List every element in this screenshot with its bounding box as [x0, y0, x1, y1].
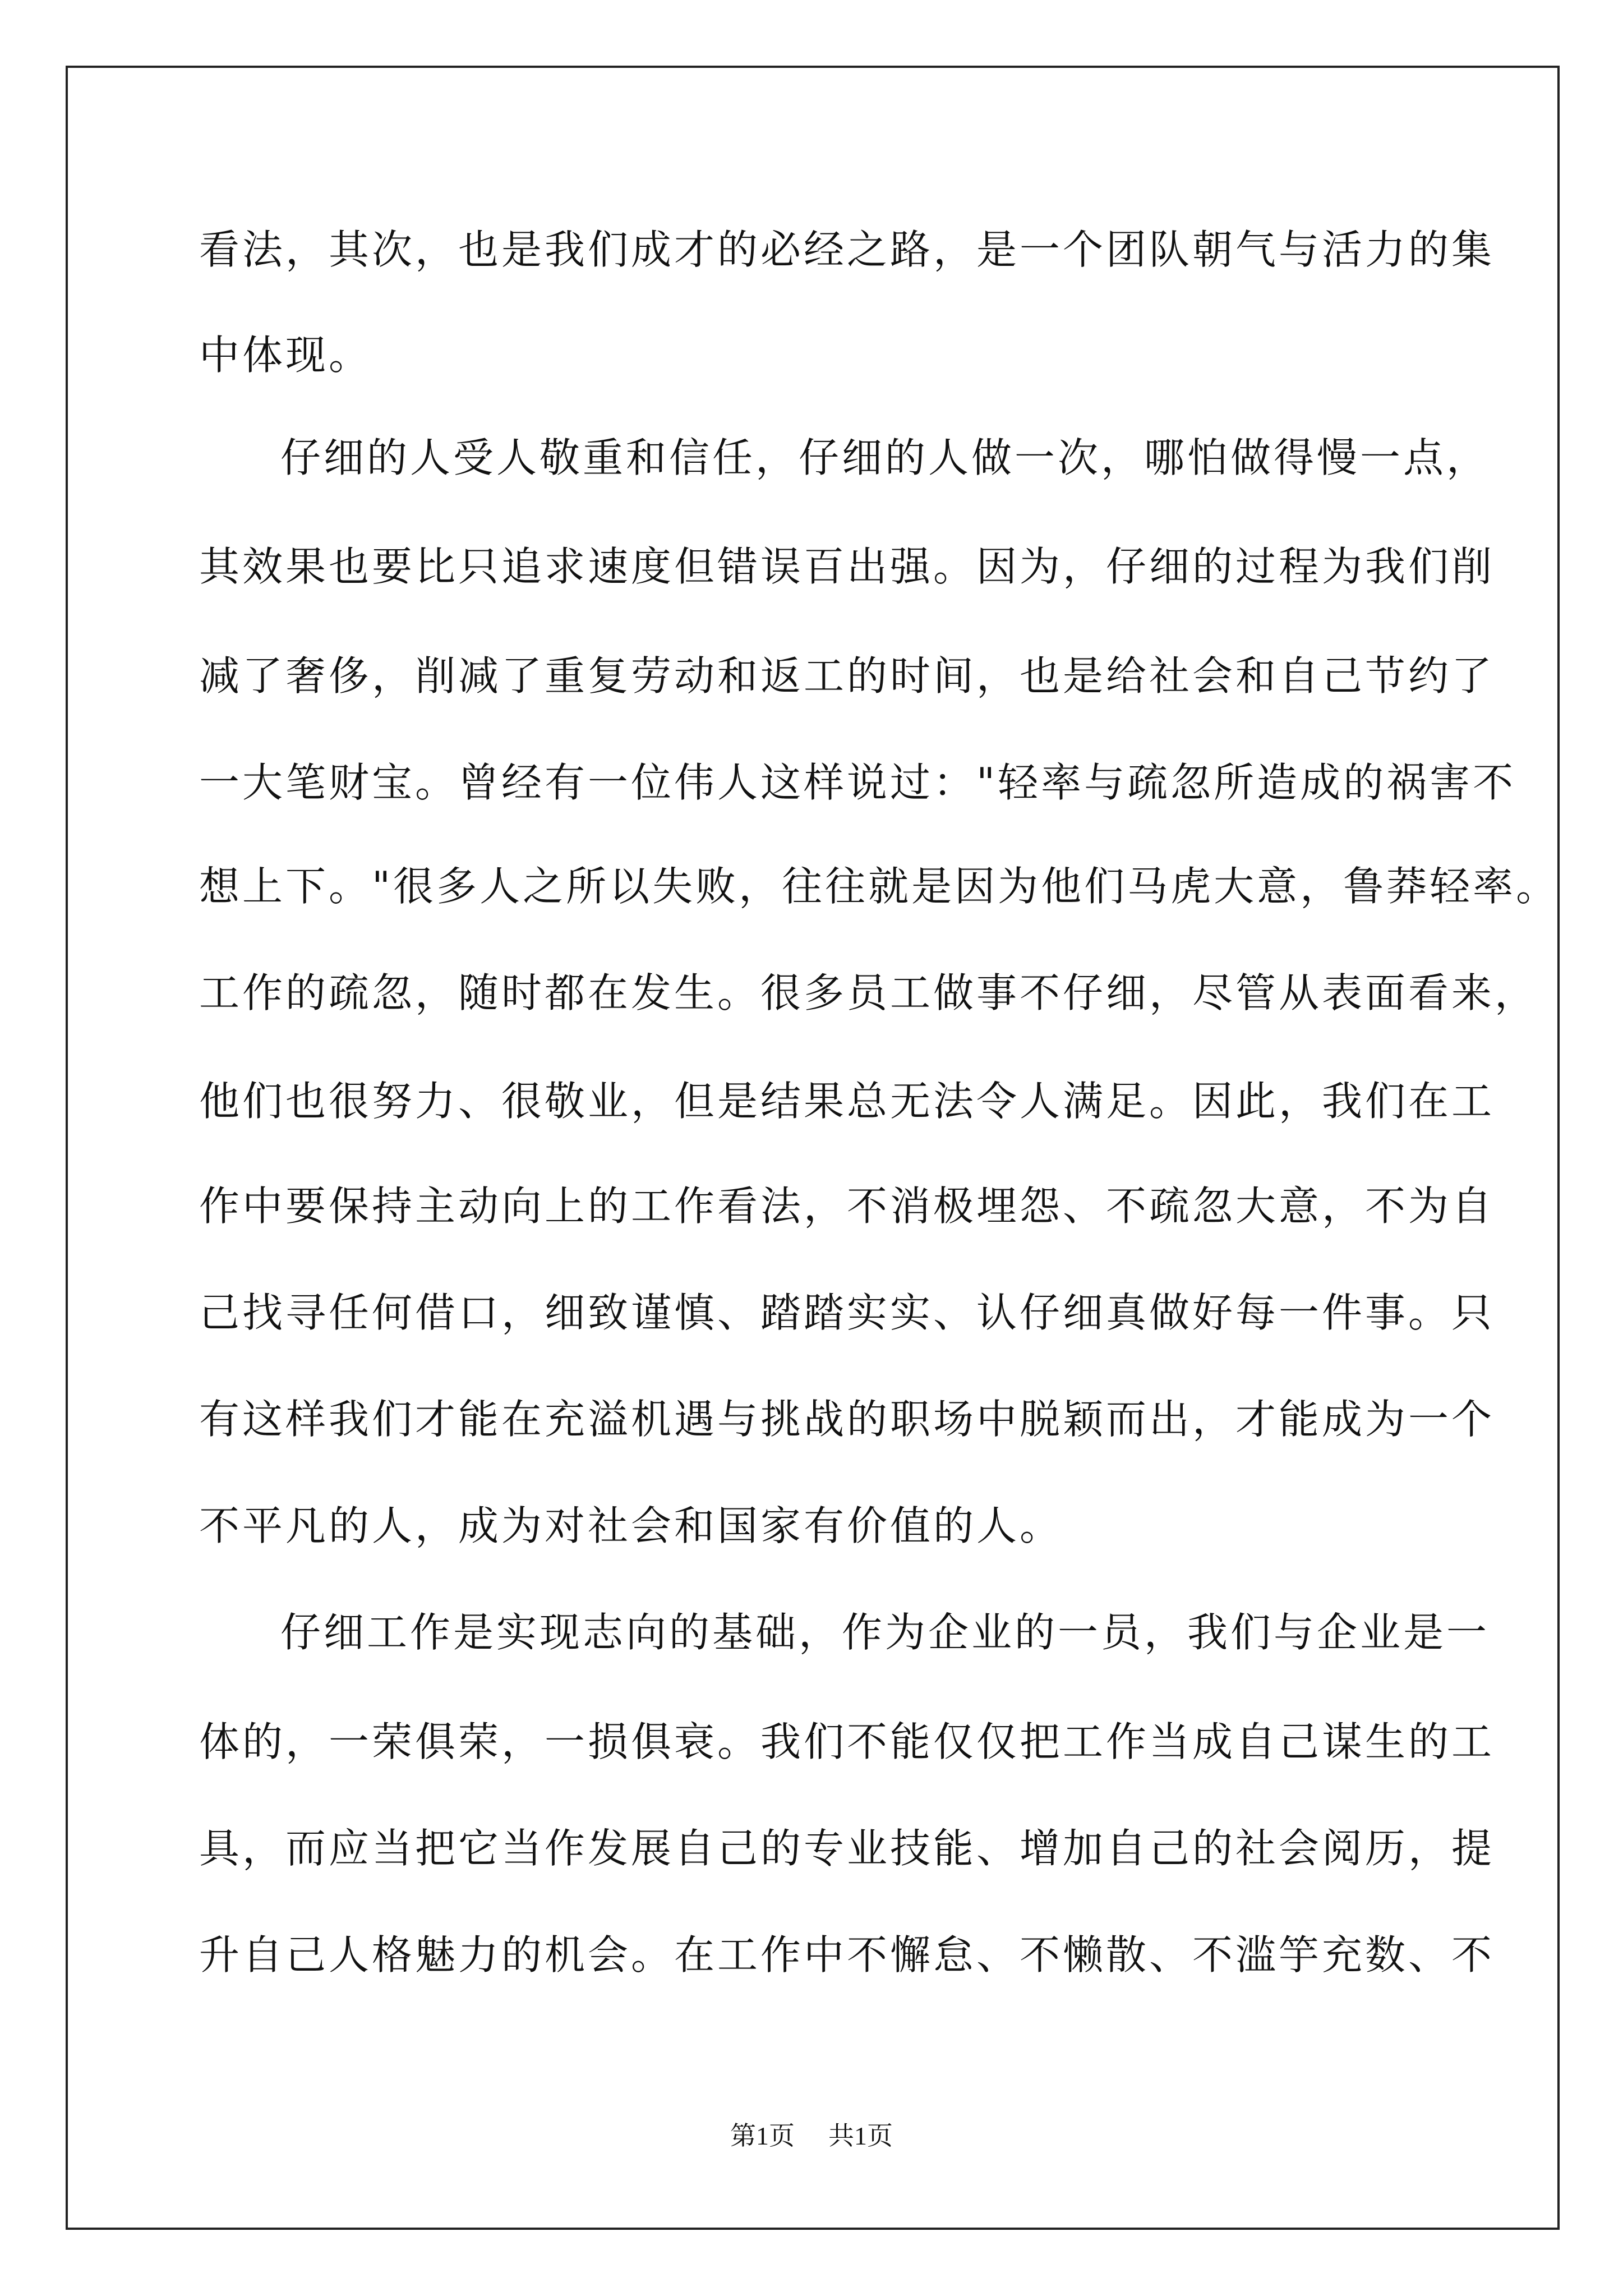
text-line: 减了奢侈，削减了重复劳动和返工的时间，也是给社会和自己节约了 [199, 652, 1495, 700]
text-line: 仔细工作是实现志向的基础，作为企业的一员，我们与企业是一 [280, 1609, 1490, 1656]
text-line: 他们也很努力、很敬业，但是结果总无法令人满足。因此，我们在工 [199, 1078, 1495, 1125]
text-line: 其效果也要比只追求速度但错误百出强。因为，仔细的过程为我们削 [199, 543, 1495, 590]
page-total: 共1页 [828, 2122, 893, 2150]
text-line: 具，而应当把它当作发展自己的专业技能、增加自己的社会阅历，提 [199, 1825, 1495, 1872]
text-line: 看法，其次，也是我们成才的必经之路，是一个团队朝气与活力的集 [199, 226, 1495, 273]
text-line: 一大笔财宝。曾经有一位伟人这样说过："轻率与疏忽所造成的祸害不 [199, 759, 1516, 806]
text-line: 作中要保持主动向上的工作看法，不消极埋怨、不疏忽大意，不为自 [199, 1182, 1495, 1230]
text-line: 仔细的人受人敬重和信任，仔细的人做一次，哪怕做得慢一点， [280, 434, 1490, 481]
text-line: 升自己人格魅力的机会。在工作中不懈怠、不懒散、不滥竽充数、不 [199, 1931, 1495, 1978]
text-line: 想上下。"很多人之所以失败，往往就是因为他们马虎大意，鲁莽轻率。 [199, 863, 1560, 910]
text-line: 不平凡的人，成为对社会和国家有价值的人。 [199, 1502, 1063, 1549]
text-line: 中体现。 [199, 332, 372, 379]
page-border [66, 66, 1560, 2230]
text-line: 己找寻任何借口，细致谨慎、踏踏实实、认仔细真做好每一件事。只 [199, 1289, 1495, 1336]
page-footer [0, 2119, 1623, 2153]
text-line: 有这样我们才能在充溢机遇与挑战的职场中脱颖而出，才能成为一个 [199, 1396, 1495, 1443]
text-line: 工作的疏忽，随时都在发生。很多员工做事不仔细，尽管从表面看来， [199, 969, 1538, 1016]
page-number: 第1页 [730, 2122, 795, 2150]
text-line: 体的，一荣俱荣，一损俱衰。我们不能仅仅把工作当成自己谋生的工 [199, 1718, 1495, 1765]
